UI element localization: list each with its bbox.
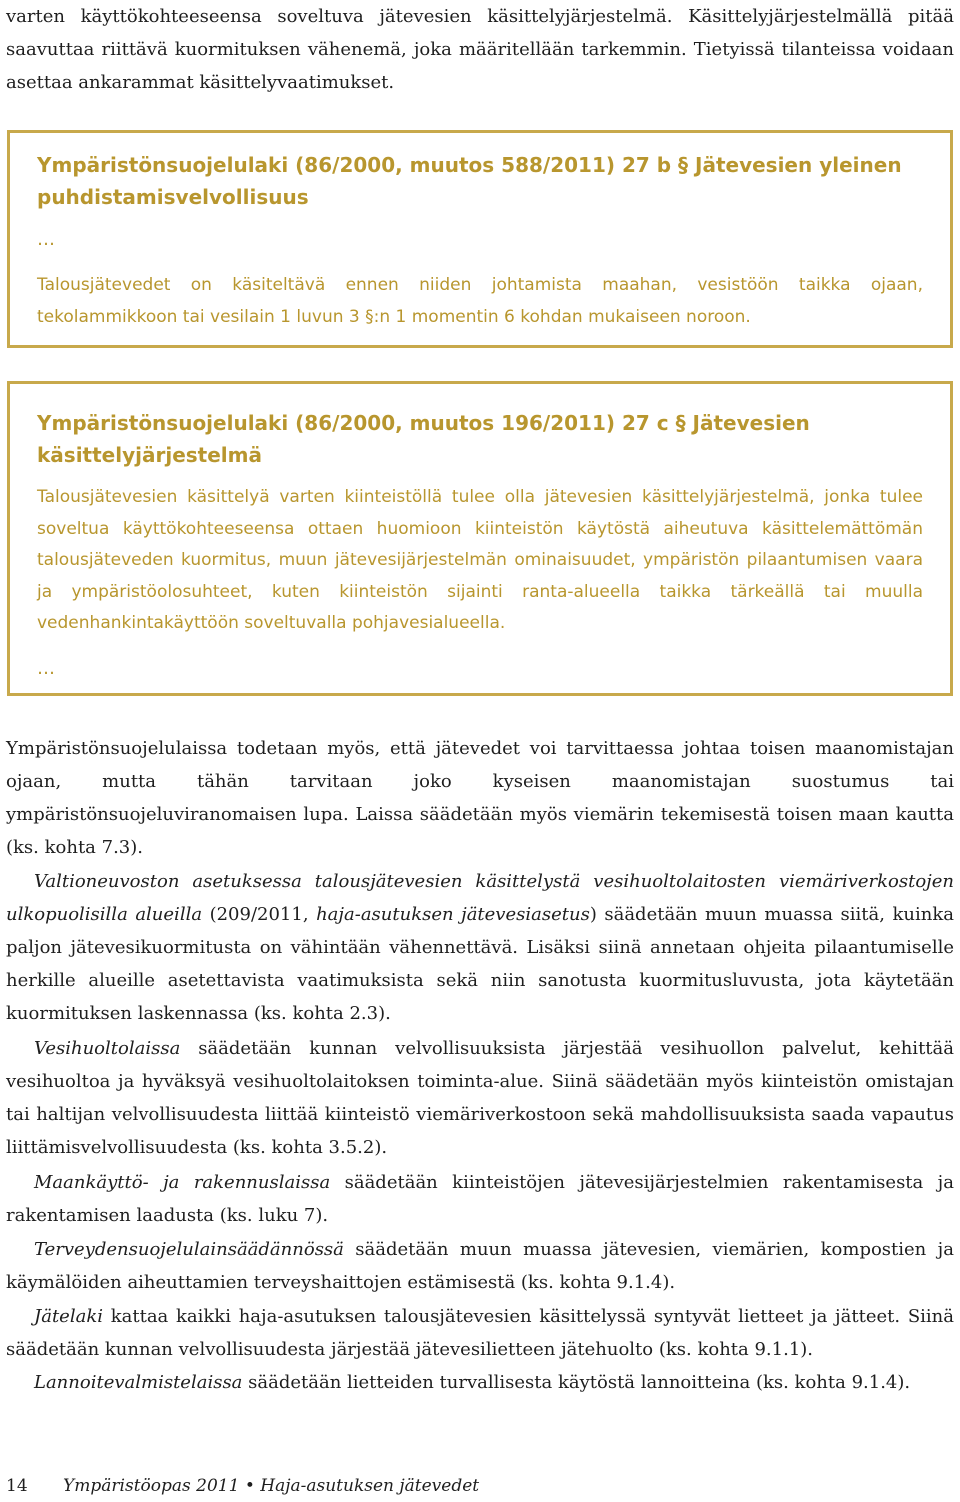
italic-term: haja-asutuksen jätevesiasetus xyxy=(316,904,590,925)
paragraph-terveydensuojelu xyxy=(6,1233,954,1299)
paragraph-jatelaki xyxy=(6,1300,954,1366)
law-box-heading: Ympäristönsuojelulaki (86/2000, muutos 196/2011) 27 c § Jätevesien käsittelyjärjestelmä xyxy=(37,411,810,467)
ellipsis: … xyxy=(37,229,55,250)
italic-term: Lannoitevalmistelaissa xyxy=(34,1372,243,1393)
ellipsis: … xyxy=(37,658,55,679)
italic-term: Terveydensuojelulainsäädännössä xyxy=(34,1239,344,1260)
text-span: säädetään lietteiden turvallisesta käytöstä lannoitteina (ks. kohta 9.1.4). xyxy=(242,1372,911,1393)
text-span: säädetään muun muassa jätevesien, viemärien, kompostien ja käymälöiden aiheuttamien terveyshaittojen estämisestä (ks. kohta 9.1.4). xyxy=(6,1239,954,1293)
italic-term: Valtioneuvoston asetuksessa talousjätevesien käsittelystä vesihuoltolaitosten viemäriverkostojen ulkopuolisilla alueilla xyxy=(6,871,954,925)
law-box-text: Talousjätevesien käsittelyä varten kiinteistöllä tulee olla jätevesien käsittelyjärjestelmä, jonka tulee soveltua käyttökohteeseensa ottaen huomioon kiinteistön käytöstä aiheutuva käsittelemättömän talousjäteveden kuormitus, muun jätevesijärjestelmän ominaisuudet, ympäristön pilaantumisen vaara ja ympäristöolosuhteet, kuten kiinteistön sijainti ranta-alueella taikka tärkeällä tai muulla vedenhankintakäyttöön soveltuvalla pohjavesialueella. xyxy=(37,487,923,633)
footer-bullet: • xyxy=(244,1476,255,1496)
paragraph-valtioneuvoston-asetus xyxy=(6,865,954,1030)
paragraph-lannoitevalmiste xyxy=(6,1366,954,1399)
law-box-27c xyxy=(7,381,953,696)
law-box-heading: Ympäristönsuojelulaki (86/2000, muutos 588/2011) 27 b § Jätevesien yleinen puhdistamisvelvollisuus xyxy=(37,153,902,209)
italic-term: Vesihuoltolaissa xyxy=(34,1038,181,1059)
publication-title: Haja-asutuksen jätevedet xyxy=(260,1476,480,1496)
page-number: 14 xyxy=(6,1476,28,1496)
intro-paragraph: varten käyttökohteeseensa soveltuva jätevesien käsittelyjärjestelmä. Käsittelyjärjestelmällä pitää saavuttaa riittävä kuormituksen vähenemä, joka määritellään tarkemmin. Tietyissä tilanteissa voidaan asettaa ankarammat käsittelyvaatimukset. xyxy=(6,6,954,93)
italic-term: Maankäyttö- ja rakennuslaissa xyxy=(34,1172,331,1193)
law-box-text: Talousjätevedet on käsiteltävä ennen niiden johtamista maahan, vesistöön taikka ojaan, tekolammikkoon tai vesilain 1 luvun 3 §:n 1 momentin 6 kohdan mukaiseen noroon. xyxy=(37,275,923,327)
text-span: (209/2011, xyxy=(202,904,317,925)
text-span: säädetään kunnan velvollisuuksista järjestää vesihuollon palvelut, kehittää vesihuoltoa ja hyväksyä vesihuoltolaitoksen toiminta-alue. Siinä säädetään myös kiinteistön omistajan tai haltijan velvollisuudesta liittää kiinteistö viemäriverkostoon sekä mahdollisuuksista saada vapautus liittämisvelvollisuudesta (ks. kohta 3.5.2). xyxy=(6,1038,954,1158)
text-span: ) säädetään muun muassa siitä, kuinka paljon jätevesikuormitusta on vähintään vähennettävä. Lisäksi siinä annetaan ohjeita pilaantumiselle herkille alueille asetettavista vaatimuksista sekä niin sanotusta kuormitusluvusta, jota käytetään kuormituksen laskennassa (ks. kohta 2.3). xyxy=(6,904,954,1024)
italic-term: Jätelaki xyxy=(34,1306,103,1327)
law-box-27b xyxy=(7,130,953,348)
paragraph-ymparistonsuojelulaki: Ympäristönsuojelulaissa todetaan myös, että jätevedet voi tarvittaessa johtaa toisen maanomistajan ojaan, mutta tähän tarvitaan joko kyseisen maanomistajan suostumus tai ympäristönsuojeluviranomaisen lupa. Laissa säädetään myös viemärin tekemisestä toisen maan kautta (ks. kohta 7.3). xyxy=(6,738,954,858)
page-footer xyxy=(6,1474,479,1498)
text-span: säädetään kiinteistöjen jätevesijärjestelmien rakentamisesta ja rakentamisen laadusta (ks. luku 7). xyxy=(6,1172,954,1226)
paragraph-vesihuoltolaki xyxy=(6,1032,954,1164)
publication-name: Ympäristöopas 2011 xyxy=(63,1476,240,1496)
paragraph-maankaytto xyxy=(6,1166,954,1232)
text-span: kattaa kaikki haja-asutuksen talousjätevesien käsittelyssä syntyvät lietteet ja jätteet. Siinä säädetään kunnan velvollisuudesta järjestää jätevesilietteen jätehuolto (ks. kohta 9.1.1). xyxy=(6,1306,954,1360)
